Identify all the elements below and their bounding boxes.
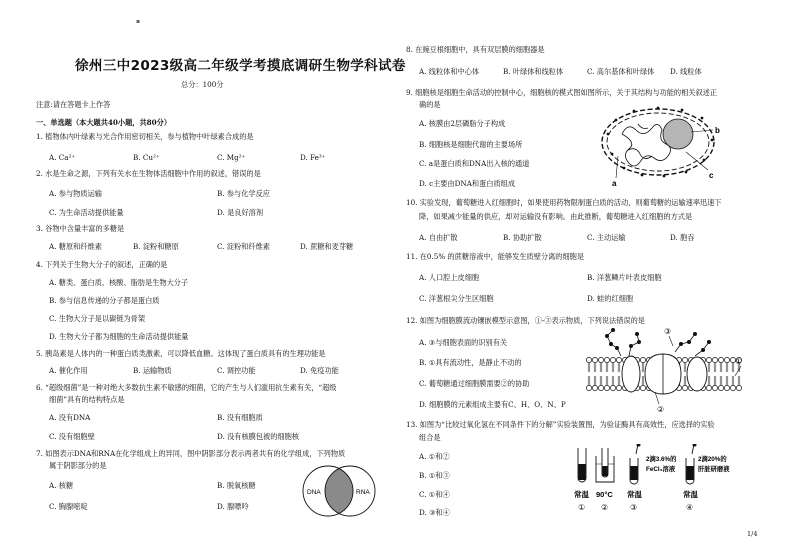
- question-11-stem: 11. 在0.5% 的蔗糖溶液中，能够发生质壁分离的细胞是: [406, 252, 585, 261]
- question-5-stem: 5. 胰岛素是人体内的一种蛋白质类激素，可以降低血糖。这体现了蛋白质具有的生理功能是: [36, 349, 326, 358]
- q1-option-a: A. Ca²⁺: [49, 153, 76, 162]
- q5-option-a: A. 催化作用: [49, 366, 88, 375]
- question-9-stem-line1: 9. 细胞核是细胞生命活动的控制中心，细胞核的模式图如图所示，关于其结构与功能的相关叙述正: [406, 88, 718, 97]
- q12-option-b: B. ①具有流动性，是静止不动的: [419, 358, 522, 367]
- q11-option-d: D. 蛙的红细胞: [587, 294, 634, 303]
- tube-2-condition: 90°C: [596, 490, 613, 499]
- q10-option-d: D. 胞吞: [670, 233, 695, 242]
- phospholipid-head: [724, 357, 729, 362]
- q9-option-b: B. 细胞核是细胞代谢的主要场所: [419, 140, 523, 149]
- venn-diagram: [298, 462, 380, 520]
- phospholipid-head: [730, 385, 735, 390]
- tube-3-number: ③: [630, 503, 638, 512]
- q10-option-b: B. 协助扩散: [503, 233, 542, 242]
- q11-option-b: B. 洋葱鳞片叶表皮细胞: [587, 273, 662, 282]
- tube-4-condition: 常温: [683, 490, 698, 499]
- phospholipid-head: [592, 357, 597, 362]
- q7-option-c: C. 胸腺嘧啶: [49, 502, 88, 511]
- test-tube-apparatus: [566, 444, 736, 516]
- question-8-stem: 8. 在豌豆根细胞中，具有双层膜的细胞器是: [406, 45, 545, 54]
- q5-option-c: C. 调控功能: [217, 366, 256, 375]
- question-9-stem-line2: 确的是: [419, 100, 441, 109]
- phospholipid-head: [592, 385, 597, 390]
- q12-option-a: A. ③与细胞表面的识别有关: [419, 338, 508, 347]
- page-title: 徐州三中2023级高二年级学考摸底调研生物学科试卷: [75, 58, 406, 74]
- tube-4-reagent-line1: 2滴20%的: [698, 456, 727, 463]
- q8-option-a: A. 线粒体和中心体: [419, 67, 480, 76]
- label-c: c: [709, 171, 714, 180]
- q1-option-c: C. Mg²⁺: [217, 153, 246, 162]
- protein-right: [687, 357, 707, 391]
- q4-option-b: B. 参与信息传递的分子都是蛋白质: [49, 296, 160, 305]
- tube-2: [596, 448, 614, 482]
- q8-option-b: B. 叶绿体和线粒体: [503, 67, 564, 76]
- label-3-line: [669, 336, 673, 346]
- label-3: ③: [664, 327, 672, 336]
- label-2: ②: [657, 405, 665, 414]
- answer-notice: 注意:请在答题卡上作答: [36, 100, 111, 109]
- q5-option-b: B. 运输物质: [133, 366, 172, 375]
- phospholipid-head: [640, 385, 645, 390]
- question-1-stem: 1. 植物体内叶绿素与光合作用密切相关，参与植物中叶绿素合成的是: [36, 132, 254, 141]
- membrane-diagram: [585, 322, 745, 414]
- q4-option-a: A. 糖类、蛋白质、核酸、脂肪是生物大分子: [49, 278, 189, 287]
- q9-option-c: C. a是蛋白质和DNA出入核的通道: [419, 159, 530, 168]
- phospholipid-head: [586, 385, 591, 390]
- q7-option-d: D. 腺嘌呤: [217, 502, 249, 511]
- total-score: 总分：100分: [181, 80, 224, 89]
- tube-3: [630, 444, 641, 484]
- phospholipid-head: [712, 357, 717, 362]
- phospholipid-head: [712, 385, 717, 390]
- q11-option-c: C. 洋葱根尖分生区细胞: [419, 294, 494, 303]
- top-mark: ▪: [136, 18, 141, 25]
- phospholipid-head: [706, 385, 711, 390]
- phospholipid-head: [682, 385, 687, 390]
- q3-option-a: A. 糖原和纤维素: [49, 242, 102, 251]
- question-2-stem: 2. 水是生命之源，下列有关水在生物体活细胞中作用的叙述，错误的是: [36, 169, 261, 178]
- question-13-stem-line2: 组合是: [419, 433, 441, 442]
- tube-1: [578, 448, 586, 482]
- venn-dna-label: DNA: [307, 489, 321, 496]
- phospholipid-head: [616, 385, 621, 390]
- phospholipid-head: [706, 357, 711, 362]
- tube-2-number: ②: [601, 503, 609, 512]
- q4-option-d: D. 生物大分子都为细胞的生命活动提供能量: [49, 332, 189, 341]
- label-1: ①: [735, 357, 743, 366]
- question-3-stem: 3. 谷物中含量丰富的多糖是: [36, 224, 125, 233]
- phospholipid-head: [718, 357, 723, 362]
- phospholipid-head: [736, 385, 741, 390]
- q6-option-c: C. 没有细胞壁: [49, 432, 95, 441]
- phospholipid-head: [682, 357, 687, 362]
- phospholipid-head: [598, 357, 603, 362]
- q6-option-d: D. 没有核膜包被的细胞核: [217, 432, 299, 441]
- tube-1-number: ①: [578, 503, 586, 512]
- q2-option-c: C. 为生命活动提供能量: [49, 208, 124, 217]
- q2-option-b: B. 参与化学反应: [217, 189, 270, 198]
- phospholipid-head: [616, 357, 621, 362]
- page-number: 1/4: [747, 530, 758, 538]
- question-7-stem-line2: 属于阴影部分的是: [49, 461, 107, 470]
- tube-3-condition: 常温: [627, 490, 642, 499]
- nucleolus: [663, 119, 693, 149]
- q9-option-a: A. 核膜由2层磷脂分子构成: [419, 119, 506, 128]
- q6-option-a: A. 没有DNA: [49, 413, 91, 422]
- tube-1-condition: 常温: [574, 490, 589, 499]
- q13-option-c: C. ①和④: [419, 490, 450, 499]
- q1-option-b: B. Cu²⁺: [133, 153, 160, 162]
- phospholipid-head: [610, 357, 615, 362]
- question-6-stem-line2: 细菌”具有的结构特点是: [49, 395, 125, 404]
- glycocalyx-beads: [605, 328, 711, 352]
- ribosome-dots: [607, 107, 714, 178]
- q5-option-d: D. 免疫功能: [300, 366, 339, 375]
- phospholipid-head: [586, 357, 591, 362]
- question-4-stem: 4. 下列关于生物大分子的叙述，正确的是: [36, 260, 168, 269]
- label-b: b: [715, 126, 720, 135]
- section-heading: 一、单选题（本大题共40小题，共80分）: [36, 118, 172, 127]
- nuclear-envelope-outer: [602, 109, 714, 175]
- q11-option-a: A. 人口腔上皮细胞: [419, 273, 480, 282]
- q7-option-a: A. 核糖: [49, 481, 74, 490]
- q2-option-d: D. 是良好溶剂: [217, 208, 264, 217]
- tube-3-reagent-line2: FeCl₃溶液: [646, 466, 676, 473]
- nucleus-diagram: [598, 104, 730, 190]
- phospholipid-head: [640, 357, 645, 362]
- tube-4-number: ④: [686, 503, 694, 512]
- nuclear-envelope-inner: [607, 113, 709, 171]
- phospholipid-head: [604, 385, 609, 390]
- label-a: a: [612, 179, 617, 188]
- tube-4: [686, 444, 697, 484]
- q12-option-c: C. 葡萄糖通过细胞膜需要②的协助: [419, 379, 530, 388]
- q13-option-a: A. ①和②: [419, 452, 450, 461]
- question-10-stem-line1: 10. 实验发现，葡萄糖进入红细胞时，如果使用药物限制蛋白质的活动，则葡萄糖的运输速率迅速下: [406, 198, 722, 207]
- phospholipid-head: [604, 357, 609, 362]
- q7-option-b: B. 脱氧核糖: [217, 481, 256, 490]
- q6-option-b: B. 没有细胞质: [217, 413, 263, 422]
- q10-option-a: A. 自由扩散: [419, 233, 458, 242]
- q1-option-d: D. Fe³⁺: [300, 153, 326, 162]
- question-6-stem-line1: 6. “超级细菌”是一种对绝大多数抗生素不敏感的细菌，它的产生与人们滥用抗生素有关，“超级: [36, 383, 337, 392]
- protein-left: [622, 356, 640, 392]
- question-7-stem-line1: 7. 如图表示DNA和RNA在化学组成上的异同，图中阴影部分表示两者共有的化学组成，下列物质: [36, 449, 346, 458]
- q10-option-c: C. 主动运输: [587, 233, 626, 242]
- q3-option-d: D. 蔗糖和麦芽糖: [300, 242, 354, 251]
- q3-option-c: C. 淀粉和纤维素: [217, 242, 270, 251]
- question-13-stem-line1: 13. 如图为“比较过氧化氢在不同条件下的分解”实验装置图，为验证酶具有高效性，应选择的实验: [406, 420, 715, 429]
- q8-option-d: D. 线粒体: [670, 67, 702, 76]
- question-12-stem: 12. 如图为细胞膜流动镶嵌模型示意图，①-③表示物质，下列说法错误的是: [406, 316, 645, 325]
- q13-option-d: D. ③和④: [419, 508, 450, 517]
- q3-option-b: B. 淀粉和糖原: [133, 242, 179, 251]
- tube-4-reagent-line2: 肝脏研磨液: [698, 466, 730, 473]
- phospholipid-head: [610, 385, 615, 390]
- phospholipid-head: [598, 385, 603, 390]
- label-b-line: [691, 130, 713, 132]
- q9-option-d: D. c主要由DNA和蛋白质组成: [419, 179, 516, 188]
- q4-option-c: C. 生物大分子是以碳链为骨架: [49, 314, 146, 323]
- venn-rna-label: RNA: [356, 489, 370, 496]
- phospholipid-head: [724, 385, 729, 390]
- tube-3-reagent-line1: 2滴3.6%的: [646, 456, 677, 463]
- q2-option-a: A. 参与物质运输: [49, 189, 102, 198]
- phospholipid-head: [718, 385, 723, 390]
- question-10-stem-line2: 降，如果减少能量的供应，却对运输没有影响。由此推断，葡萄糖进入红细胞的方式是: [419, 212, 693, 221]
- q8-option-c: C. 高尔基体和叶绿体: [587, 67, 655, 76]
- q12-option-d: D. 细胞膜的元素组成主要有C、H、O、N、P: [419, 400, 566, 409]
- q13-option-b: B. ①和③: [419, 471, 450, 480]
